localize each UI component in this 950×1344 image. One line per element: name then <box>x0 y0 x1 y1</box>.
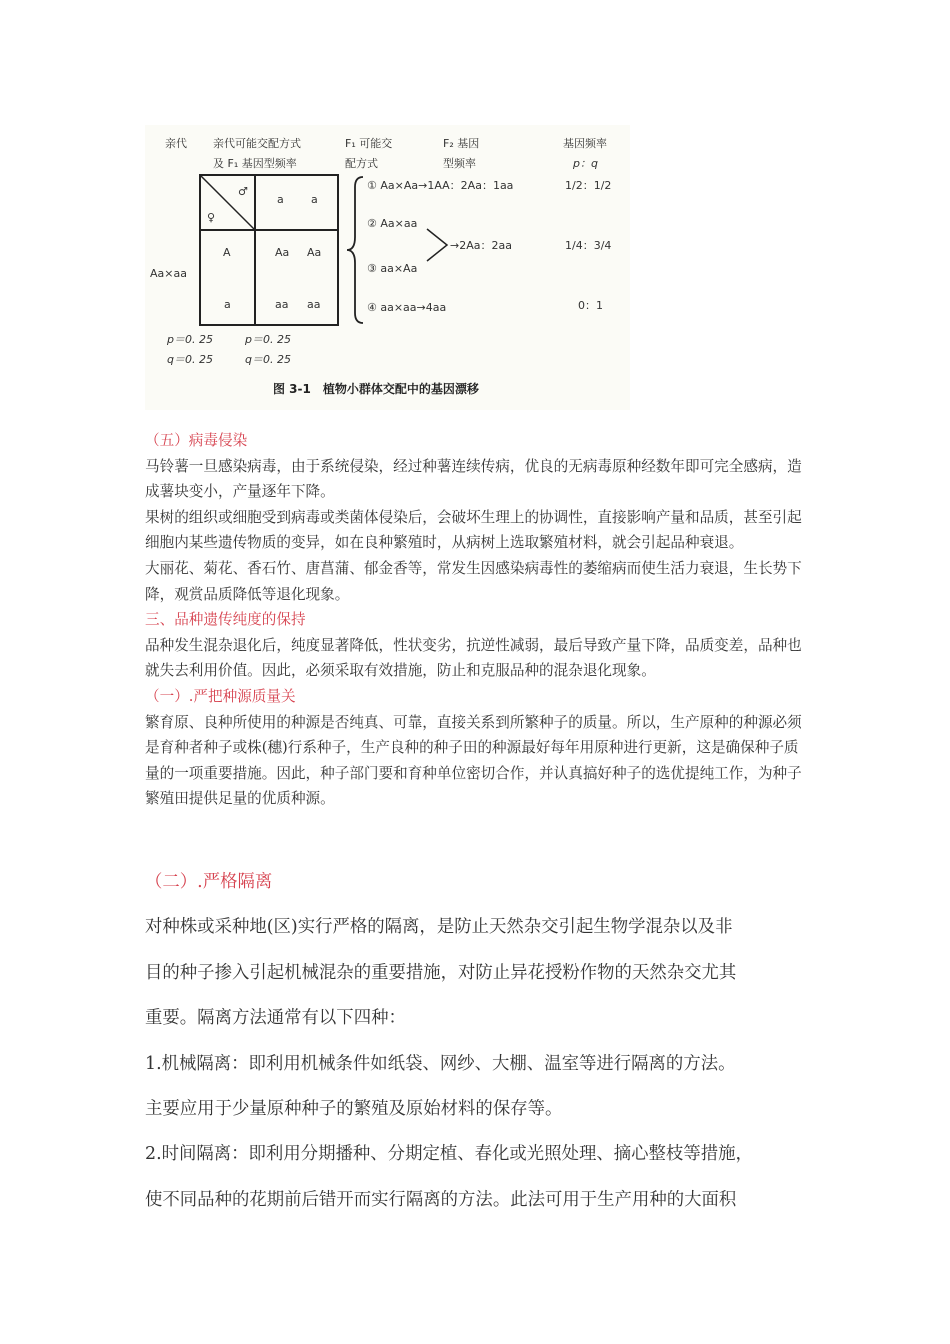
paragraph-fruit-tree-virus: 果树的组织或细胞受到病毒或类菌体侵染后，会破坏生理上的协调性，直接影响产量和品质，甚至引起细胞内某些遗传物质的变异，如在良种繁殖时，从病树上选取繁殖材料，就会引起品种衰退。 <box>145 508 802 552</box>
female-gamete-2: a <box>224 298 231 311</box>
isolation-line-3: 重要。隔离方法通常有以下四种： <box>145 1008 406 1029</box>
freq-2: 1/4：3/4 <box>565 239 612 252</box>
header-parent: 亲代 <box>165 137 187 150</box>
isolation-line-5: 主要应用于少量原种种子的繁殖及原始材料的保存等。 <box>145 1098 563 1119</box>
punnett-cell-3: aa <box>275 298 289 311</box>
header-mating-line1: 亲代可能交配方式 <box>213 137 301 150</box>
freq-3: 0：1 <box>578 299 603 312</box>
male-gamete-2: a <box>311 193 318 206</box>
genetic-drift-figure <box>145 125 630 410</box>
punnett-cell-1: Aa <box>275 246 290 259</box>
large-text-block <box>145 867 810 1230</box>
header-f1-line1: F₁ 可能交 <box>345 137 393 150</box>
figure-caption: 图 3-1 植物小群体交配中的基因漂移 <box>273 382 479 396</box>
isolation-line-4: 1.机械隔离：即利用机械条件如纸袋、网纱、大棚、温室等进行隔离的方法。 <box>145 1053 736 1074</box>
converge-bracket <box>427 229 447 261</box>
header-mating-line2: 及 F₁ 基因型频率 <box>213 157 297 170</box>
punnett-cell-4: aa <box>307 298 321 311</box>
small-text-block <box>145 428 810 812</box>
female-gamete-1: A <box>223 246 231 259</box>
female-symbol-icon: ♀ <box>207 211 216 224</box>
q-value-right: q＝0. 25 <box>245 353 291 366</box>
mating-4: ④ aa×aa→4aa <box>367 301 447 314</box>
mating-2: ② Aa×aa <box>367 217 418 230</box>
isolation-line-2: 目的种子掺入引起机械混杂的重要措施，对防止异花授粉作物的天然杂交尤其 <box>145 962 737 983</box>
male-symbol-icon: ♂ <box>238 185 248 198</box>
header-f1-line2: 配方式 <box>345 157 378 170</box>
freq-1: 1/2：1/2 <box>565 179 612 192</box>
mating-23-result: →2Aa：2aa <box>450 239 512 252</box>
figure-svg <box>145 125 630 410</box>
male-gamete-1: a <box>277 193 284 206</box>
heading-virus-infection: （五）病毒侵染 <box>145 432 248 449</box>
heading-seed-source: （一）.严把种源质量关 <box>145 687 296 705</box>
isolation-line-1: 对种株或采种地(区)实行严格的隔离，是防止天然杂交引起生物学混杂以及非 <box>145 917 733 938</box>
isolation-line-6: 2.时间隔离：即利用分期播种、分期定植、春化或光照处理、摘心整枝等措施， <box>145 1144 753 1165</box>
isolation-line-7: 使不同品种的花期前后错开而实行隔离的方法。此法可用于生产用种的大面积 <box>145 1189 737 1210</box>
heading-genetic-purity: 三、品种遗传纯度的保持 <box>145 611 306 629</box>
punnett-cell-2: Aa <box>307 246 322 259</box>
curly-brace <box>347 177 363 323</box>
p-value-left: p＝0. 25 <box>167 333 213 346</box>
header-f2-line2: 型频率 <box>443 157 476 170</box>
heading-isolation: （二）.严格隔离 <box>145 872 273 892</box>
header-f2-line1: F₂ 基因 <box>443 137 480 150</box>
paragraph-potato-virus: 马铃薯一旦感染病毒，由于系统侵染，经过种薯连续传病，优良的无病毒原种经数年即可完全感病，造成薯块变小，产量逐年下降。 <box>145 457 802 501</box>
header-freq-line2: p：q <box>573 157 598 170</box>
mating-1: ① Aa×Aa→1AA：2Aa：1aa <box>367 179 514 192</box>
mating-3: ③ aa×Aa <box>367 262 418 275</box>
q-value-left: q＝0. 25 <box>167 353 213 366</box>
header-freq-line1: 基因频率 <box>563 137 607 150</box>
p-value-right: p＝0. 25 <box>245 333 291 346</box>
paragraph-seed-source: 繁育原、良种所使用的种源是否纯真、可靠，直接关系到所繁种子的质量。所以，生产原种的种源必须是育种者种子或株(穗)行系种子，生产良种的种子田的种源最好每年用原种进行更新，这是确保种子质量的一项重要措施。因此，种子部门要和育种单位密切合作，并认真搞好种子的选优提纯工作，为种子繁殖田提供足量的优质种源。 <box>145 713 802 808</box>
paragraph-flower-virus: 大丽花、菊花、香石竹、唐菖蒲、郁金香等，常发生因感染病毒性的萎缩病而使生活力衰退，生长势下降，观赏品质降低等退化现象。 <box>145 559 802 603</box>
paragraph-purity: 品种发生混杂退化后，纯度显著降低，性状变劣，抗逆性减弱，最后导致产量下降，品质变差，品种也就失去利用价值。因此，必须采取有效措施，防止和克服品种的混杂退化现象。 <box>145 636 802 680</box>
parent-cross: Aa×aa <box>150 267 187 280</box>
